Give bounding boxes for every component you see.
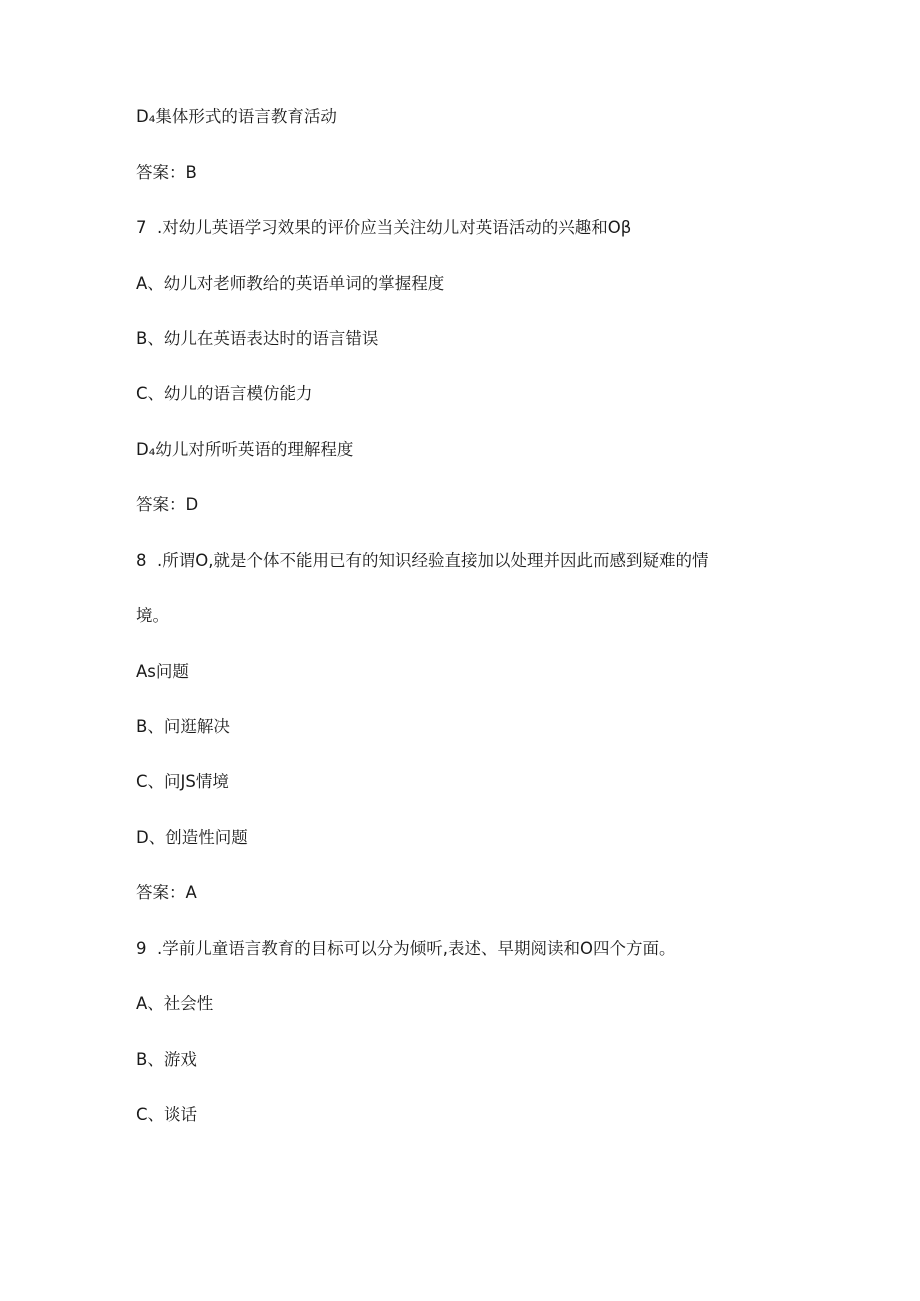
q7-option-a: A、幼儿对老师教给的英语单词的掌握程度 bbox=[136, 274, 445, 293]
q7-option-c: C、幼儿的语言模仿能力 bbox=[136, 384, 313, 403]
q9-question: 9 .学前儿童语言教育的目标可以分为倾听,表述、早期阅读和O四个方面。 bbox=[136, 939, 676, 958]
q6-option-d: D₄集体形式的语言教育活动 bbox=[136, 107, 337, 126]
q9-option-b: B、游戏 bbox=[136, 1050, 197, 1069]
q8-answer: 答案：A bbox=[136, 883, 197, 902]
q9-option-a: A、社会性 bbox=[136, 994, 214, 1013]
q8-question: 8 .所谓O,就是个体不能用已有的知识经验直接加以处理并因此而感到疑难的情 bbox=[136, 551, 709, 570]
q9-option-c: C、谈话 bbox=[136, 1105, 198, 1124]
q7-option-d: D₄幼儿对所听英语的理解程度 bbox=[136, 440, 354, 459]
q8-option-a: As问题 bbox=[136, 662, 189, 681]
q7-question: 7 .对幼儿英语学习效果的评价应当关注幼儿对英语活动的兴趣和Oβ bbox=[136, 218, 632, 237]
q8-option-c: C、问JS情境 bbox=[136, 772, 229, 791]
q7-answer: 答案：D bbox=[136, 495, 199, 514]
q7-option-b: B、幼儿在英语表达时的语言错误 bbox=[136, 329, 379, 348]
q8-option-b: B、问逛解决 bbox=[136, 717, 230, 736]
q6-answer: 答案：B bbox=[136, 163, 197, 182]
q8-option-d: D、创造性问题 bbox=[136, 828, 248, 847]
q8-question-continued: 境。 bbox=[136, 606, 169, 625]
